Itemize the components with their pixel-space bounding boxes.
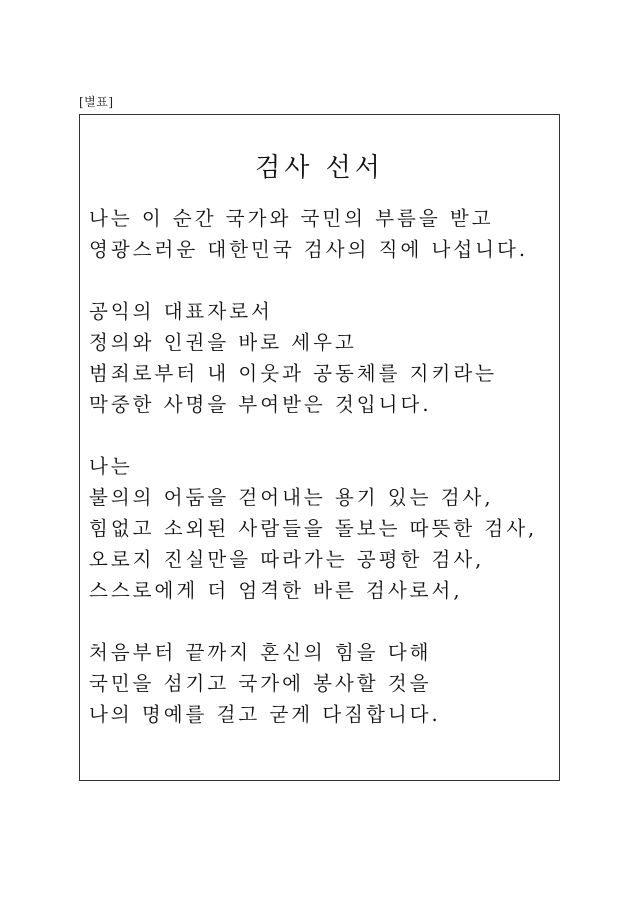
oath-line: 공익의 대표자로서: [89, 300, 273, 323]
oath-body: [89, 203, 551, 761]
oath-line: 국민을 섬기고 국가에 봉사할 것을: [89, 672, 432, 695]
oath-line: 오로지 진실만을 따라가는 공평한 검사,: [89, 548, 485, 571]
oath-line: 나는: [89, 455, 133, 478]
stanza-character: [89, 451, 551, 606]
stanza-mission: [89, 296, 551, 420]
oath-line: 나는 이 순간 국가와 국민의 부름을 받고: [89, 207, 494, 230]
stanza-pledge: [89, 637, 551, 730]
oath-line: 범죄로부터 내 이웃과 공동체를 지키라는: [89, 362, 498, 385]
oath-title: 검사 선서: [255, 153, 384, 183]
oath-line: 막중한 사명을 부여받은 것입니다.: [89, 393, 432, 416]
oath-document-box: [79, 114, 560, 781]
oath-line: 영광스러운 대한민국 검사의 직에 나섭니다.: [89, 238, 529, 261]
oath-line: 힘없고 소외된 사람들을 돌보는 따뜻한 검사,: [89, 517, 538, 540]
oath-line: 처음부터 끝까지 혼신의 힘을 다해: [89, 641, 432, 664]
oath-line: 나의 명예를 걸고 굳게 다짐합니다.: [89, 703, 441, 726]
attachment-label: [별표]: [79, 95, 114, 109]
stanza-opening: [89, 203, 551, 265]
oath-line: 불의의 어둠을 걷어내는 용기 있는 검사,: [89, 486, 494, 509]
oath-line: 정의와 인권을 바로 세우고: [89, 331, 357, 354]
oath-line: 스스로에게 더 엄격한 바른 검사로서,: [89, 579, 463, 602]
